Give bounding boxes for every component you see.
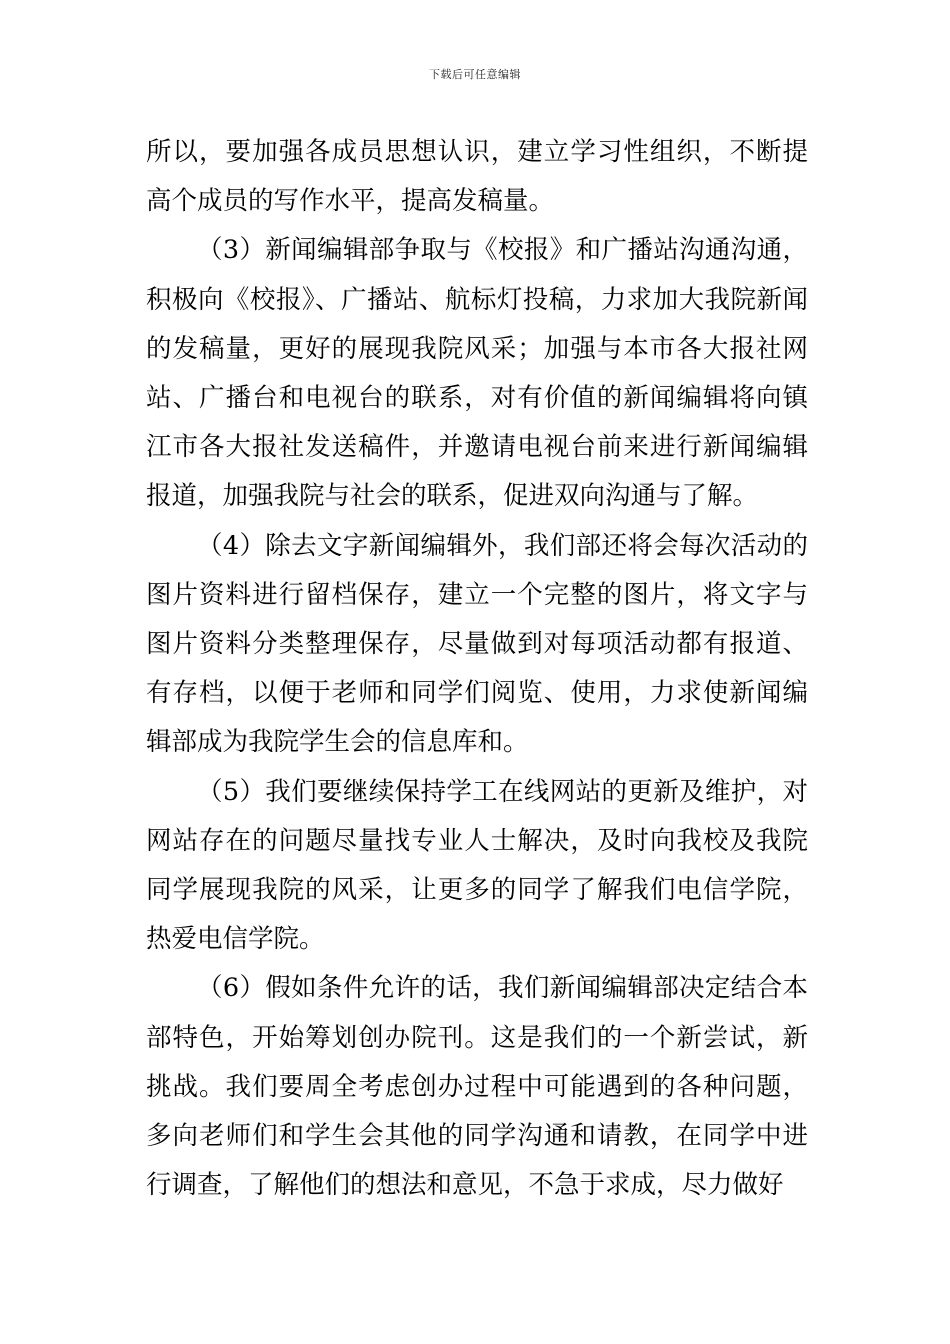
- page-header-note: 下载后可任意编辑: [429, 68, 521, 81]
- paragraph-item-6: （6）假如条件允许的话，我们新闻编辑部决定结合本部特色，开始筹划创办院刊。这是我们的一个新尝试，新挑战。我们要周全考虑创办过程中可能遇到的各种问题，多向老师们和学生会其他的同学沟通和请教，在同学中进行调查，了解他们的想法和意见，不急于求成，尽力做好: [146, 973, 808, 1201]
- paragraph-item-4: （4）除去文字新闻编辑外，我们部还将会每次活动的图片资料进行留档保存，建立一个完整的图片，将文字与图片资料分类整理保存，尽量做到对每项活动都有报道、有存档，以便于老师和同学们阅览、使用，力求使新闻编辑部成为我院学生会的信息库和。: [146, 530, 808, 758]
- paragraph-continuation: 所以，要加强各成员思想认识，建立学习性组织，不断提高个成员的写作水平，提高发稿量。: [146, 137, 808, 217]
- paragraph-item-3: （3）新闻编辑部争取与《校报》和广播站沟通沟通，积极向《校报》、广播站、航标灯投稿，力求加大我院新闻的发稿量，更好的展现我院风采；加强与本市各大报社网站、广播台和电视台的联系，对有价值的新闻编辑将向镇江市各大报社发送稿件，并邀请电视台前来进行新闻编辑报道，加强我院与社会的联系，促进双向沟通与了解。: [146, 235, 808, 512]
- document-body: [146, 128, 808, 1210]
- paragraph-item-5: （5）我们要继续保持学工在线网站的更新及维护，对网站存在的问题尽量找专业人士解决，及时向我校及我院同学展现我院的风采，让更多的同学了解我们电信学院，热爱电信学院。: [146, 776, 808, 955]
